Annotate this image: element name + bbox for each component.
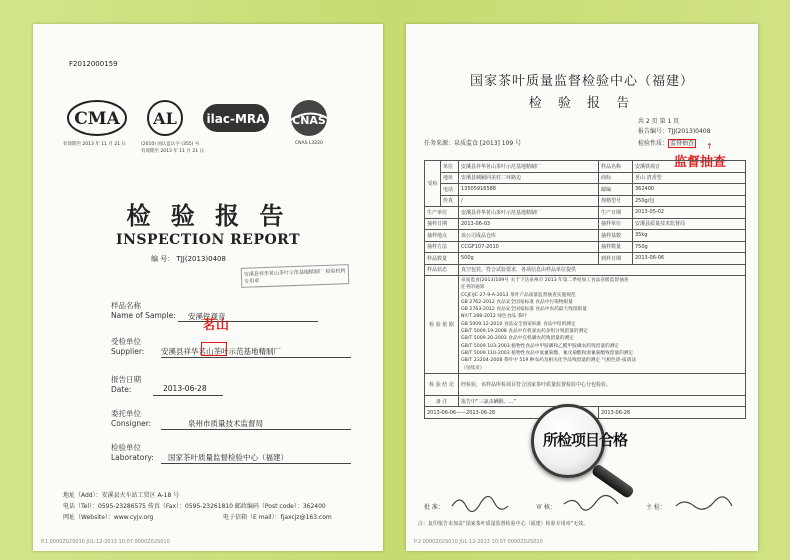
basis-line: GB 2763-2012 食品安全国家标准 食品中农药最大残留限量	[461, 307, 587, 313]
divider	[153, 395, 223, 396]
table-cell: 受检	[425, 161, 441, 207]
sample-label-cn: 样品名称	[111, 301, 141, 310]
email: 电子信箱（E mail）：fjaxcjz@163.com	[223, 514, 332, 521]
consigner-value: 泉州市质量技术监督局	[188, 419, 263, 428]
table-cell: 生产单位	[425, 207, 459, 219]
cnas-caption: CNAS L3220	[295, 141, 323, 146]
english-title: INSPECTION REPORT	[116, 232, 300, 248]
inspector-label: 主 检：	[646, 504, 666, 511]
basis-line: GB/T 5009.103-2003 植物性食品中甲胺磷和乙酰甲胺磷农药残留量的测定	[461, 343, 620, 349]
svg-text:AL: AL	[153, 109, 177, 128]
table-row	[425, 184, 746, 196]
basis-line: GB 2762-2012 食品安全国家标准 食品中污染物限量	[461, 299, 573, 305]
center-title: 国家茶叶质量监督检验中心（福建）	[469, 74, 694, 89]
table-cell: 安溪县城厢同美村二环路边	[459, 172, 599, 184]
sign-date: 2013-06-28	[599, 407, 746, 419]
basis-line: （见续页）	[461, 365, 485, 371]
table-cell: 传真	[441, 195, 459, 207]
task-source: 任务来源：泉质监食 [2013] 109 号	[424, 140, 522, 147]
table-cell: 抽样基数	[599, 230, 633, 242]
table-cell: 到样日期	[599, 253, 633, 265]
lab-label-en: Laboratory:	[111, 453, 154, 462]
date-value: 2013-06-28	[163, 384, 207, 393]
table-row	[425, 230, 746, 242]
table-cell: 安溪铁观音	[633, 161, 746, 173]
issue-date: 2013-06-06——2013-06-28	[425, 407, 599, 419]
signature-icon	[450, 494, 510, 512]
cnas-logo-icon	[281, 99, 337, 137]
table-row	[425, 253, 746, 265]
fax-footer: P.1 0000Z02S010 JUL-12-2013 10:07 0000Z02S010	[41, 539, 170, 545]
website: 网址（Website）：www.cyjv.org	[63, 514, 154, 521]
annotation: 监督抽查	[674, 155, 727, 170]
supplier-label-cn: 受检单位	[111, 337, 141, 346]
divider	[161, 429, 351, 430]
al-caption-2: 有效期至 2013 年 11 月 21 日	[141, 149, 204, 154]
table-cell: 抽样方法	[425, 241, 459, 253]
table-cell: 抽样单位	[599, 218, 633, 230]
highlight-annotation: 茗山	[203, 318, 230, 333]
table-row	[425, 395, 746, 407]
table-row	[425, 276, 746, 374]
supplier-value: 安溪县祥华茗山茶叶示范基地精制厂	[161, 347, 281, 356]
table-cell: 样品数量	[425, 253, 459, 265]
basis-line: 泉质监食[2013]109号 关于下达泉州市 2013 年第二季度加工食品省级监督抽查	[461, 278, 629, 283]
svg-text:CNAS: CNAS	[292, 114, 326, 127]
date-label-en: Date:	[111, 385, 132, 394]
cma-caption: 有效期至 2013 年 11 月 21 日	[63, 142, 126, 147]
trademark: 茗山	[635, 175, 646, 182]
table-row	[425, 264, 746, 276]
remark: 报告中“三氯杀螨醇、...”	[459, 395, 746, 407]
table-cell: 检 验 结 论	[425, 373, 459, 395]
table-cell: 抽样地点	[425, 230, 459, 242]
basis-line: NY/T 288-2012 绿色食品 茶叶	[461, 314, 527, 320]
report-number	[151, 254, 226, 264]
report-number-label: 编 号：	[151, 255, 175, 263]
table-cell: 2013-06-03	[459, 218, 599, 230]
al-caption: (2010) 国认监认字 (355) 号	[141, 142, 200, 147]
conclusion: 经检验，该样品所检项目符合国家茶叶质量监督检验中心分包检验。	[459, 373, 746, 395]
table-cell: 备 注	[425, 395, 459, 407]
page-info: 共 2 页 第 1 页	[638, 118, 680, 125]
signature-icon	[562, 494, 622, 512]
table-cell: 500g	[459, 253, 599, 265]
svg-text:CMA: CMA	[74, 109, 120, 129]
table-cell: 邮编	[599, 184, 633, 196]
table-cell: 电话	[441, 184, 459, 196]
table-cell: 真空包装，符合试验要求，各项信息由样品单位提供	[459, 264, 746, 276]
table-cell: 生产日期	[599, 207, 633, 219]
table-cell: 地址	[441, 172, 459, 184]
table-cell: 安溪县质量技术监督局	[633, 218, 746, 230]
table-cell: 规格型号	[599, 195, 633, 207]
lab-value: 国家茶叶质量监督检验中心（福建）	[168, 453, 288, 462]
basis-line: CCJF/JC-27-9-A-2013 茶叶产品质量监督抽查实施规范	[461, 292, 576, 298]
sample-label-en: Name of Sample:	[111, 311, 176, 320]
table-cell: 安溪县祥华茗山茶叶示范基地精制厂	[459, 207, 599, 219]
phone: 电话（Tel）：0595-23286575 传真（Fax）：0595-23261810 邮政编码（Post code）：362400	[63, 503, 326, 510]
highlight-box	[201, 342, 227, 356]
footer-note: 注：复印报告未加盖“国家茶叶质量监督检验中心（福建）检验专用章”无效。	[418, 521, 589, 527]
magnified-result: 所检项目合格	[543, 431, 628, 449]
table-row	[425, 241, 746, 253]
consigner-label-en: Consigner:	[111, 419, 152, 428]
basis-list	[459, 276, 746, 374]
fax-footer: P.2 0000Z02S010 JUL-12-2013 10:07 0000Z02S010	[414, 539, 543, 545]
stamp: 安溪县祥华茗山茶叶示范基地精制厂 检验机构专用章	[241, 264, 350, 288]
arrow-up-icon: ↑	[706, 142, 713, 151]
table-cell: 安溪县祥华茗山茶叶示范基地精制厂	[459, 161, 599, 173]
table-cell: 样品状态	[425, 264, 459, 276]
table-cell: 362400	[633, 184, 746, 196]
lab-label-cn: 检验单位	[111, 443, 141, 452]
svg-text:ilac-MRA: ilac-MRA	[206, 112, 266, 126]
table-cell: 检 验 依 据	[425, 276, 459, 374]
report-number-value: TJJ(2013)0408	[176, 255, 226, 263]
supplier-label-en: Supplier:	[111, 347, 145, 356]
sample-value: 安溪铁观音	[188, 312, 226, 321]
basis-line: GB 5009.12-2010 食品安全国家标准 食品中铅的测定	[461, 321, 576, 327]
table-cell: /	[459, 195, 599, 207]
divider	[161, 357, 351, 358]
check-type-value: 监督抽查	[670, 140, 695, 147]
basis-line: GB/T 5009.110-2003 植物性食品中氯氰菊酯、氰戊菊酯和溴氰菊酯残留量的测定	[461, 350, 634, 356]
table-cell: 750g	[633, 241, 746, 253]
ilac-mra-logo-icon	[201, 99, 271, 137]
table-cell: 该公司成品仓库	[459, 230, 599, 242]
table-cell: 250g/包	[633, 195, 746, 207]
table-cell: 单位	[441, 161, 459, 173]
basis-line: GB/T 23204-2008 茶叶中 519 种农药及相关化学品残留量的测定 气相色谱-质谱法	[461, 358, 637, 364]
basis-line: 任务的通知	[461, 285, 485, 291]
signature-icon	[674, 494, 734, 512]
date-label-cn: 报告日期	[111, 375, 141, 384]
divider	[161, 463, 351, 464]
check-type-label: 检验性质：	[638, 140, 669, 147]
inspection-report-cover	[33, 24, 383, 551]
table-cell: 样品名称	[599, 161, 633, 173]
table-row	[425, 195, 746, 207]
report-subtitle: 检 验 报 告	[528, 96, 636, 111]
address: 地址（Add）：安溪县火车站工贸区 A-18 号	[63, 492, 180, 499]
check-type	[638, 138, 696, 147]
basis-line: GB/T 5009.19-2008 食品中有机氯农药多组分残留量的测定	[461, 329, 588, 335]
table-row	[425, 373, 746, 395]
report-table	[424, 160, 746, 419]
table-cell: 抽样数量	[599, 241, 633, 253]
divider	[178, 321, 318, 322]
table-cell	[633, 172, 746, 184]
approver-label: 批 准：	[424, 504, 444, 511]
report-number: 报告编号：TJJ(2013)0408	[638, 128, 711, 135]
inspection-report-detail	[406, 24, 758, 551]
al-logo-icon	[143, 99, 187, 137]
table-row	[425, 218, 746, 230]
table-cell: 13505916588	[459, 184, 599, 196]
table-cell: 抽样日期	[425, 218, 459, 230]
table-cell: 2013-05-02	[633, 207, 746, 219]
cma-logo-icon	[67, 99, 127, 137]
table-row	[425, 172, 746, 184]
consigner-label-cn: 委托单位	[111, 409, 141, 418]
table-cell: 商标	[599, 172, 633, 184]
table-row	[425, 161, 746, 173]
scent-type: 清香型	[646, 175, 662, 182]
table-row	[425, 207, 746, 219]
table-cell: CCGF107-2010	[459, 241, 599, 253]
page-title: 检 验 报 告	[126, 201, 290, 230]
reviewer-label: 审 核：	[536, 504, 556, 511]
certificate-id: F2012000159	[69, 60, 118, 68]
basis-line: GB/T 5009.20-2003 食品中有机磷农药残留量的测定	[461, 336, 574, 342]
table-cell: 2013-06-06	[633, 253, 746, 265]
table-cell: 35kg	[633, 230, 746, 242]
